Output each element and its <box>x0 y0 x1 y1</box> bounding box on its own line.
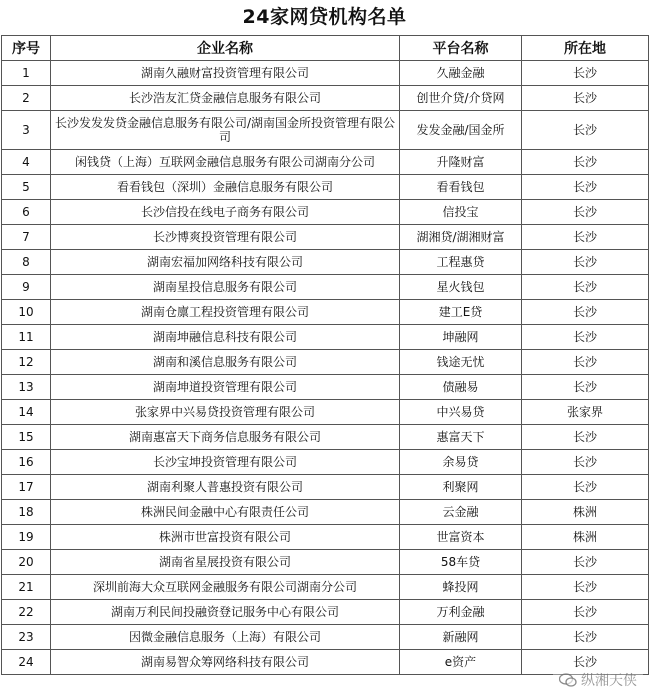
table-row <box>2 175 649 200</box>
table-row <box>2 275 649 300</box>
company-name: 张家界中兴易贷投资管理有限公司 <box>51 400 400 425</box>
table-row <box>2 525 649 550</box>
city-name: 长沙 <box>522 300 649 325</box>
city-name: 株洲 <box>522 500 649 525</box>
city-name: 张家界 <box>522 400 649 425</box>
table-row <box>2 650 649 675</box>
row-number: 6 <box>2 200 51 225</box>
city-name: 长沙 <box>522 325 649 350</box>
company-name: 株洲市世富投资有限公司 <box>51 525 400 550</box>
row-number: 2 <box>2 86 51 111</box>
platform-name: 发发金融/国金所 <box>400 111 522 150</box>
platform-name: 看看钱包 <box>400 175 522 200</box>
watermark <box>553 668 643 692</box>
table-row <box>2 600 649 625</box>
row-number: 19 <box>2 525 51 550</box>
platform-name: 星火钱包 <box>400 275 522 300</box>
platform-name: 世富资本 <box>400 525 522 550</box>
header-company: 企业名称 <box>51 36 400 61</box>
city-name: 长沙 <box>522 475 649 500</box>
city-name: 长沙 <box>522 450 649 475</box>
platform-name: 蜂投网 <box>400 575 522 600</box>
table-row <box>2 550 649 575</box>
company-name: 湖南省星展投资有限公司 <box>51 550 400 575</box>
table-row <box>2 86 649 111</box>
platform-name: 坤融网 <box>400 325 522 350</box>
row-number: 3 <box>2 111 51 150</box>
platform-name: 升隆财富 <box>400 150 522 175</box>
header-city: 所在地 <box>522 36 649 61</box>
table-row <box>2 111 649 150</box>
city-name: 长沙 <box>522 86 649 111</box>
company-name: 湖南万利民间投融资登记服务中心有限公司 <box>51 600 400 625</box>
company-name: 长沙宝坤投资管理有限公司 <box>51 450 400 475</box>
city-name: 长沙 <box>522 111 649 150</box>
company-name: 因微金融信息服务（上海）有限公司 <box>51 625 400 650</box>
wechat-bubble-icon <box>559 673 577 688</box>
table-row <box>2 61 649 86</box>
company-name: 深圳前海大众互联网金融服务有限公司湖南分公司 <box>51 575 400 600</box>
header-no: 序号 <box>2 36 51 61</box>
platform-name: 58车贷 <box>400 550 522 575</box>
platform-name: 惠富天下 <box>400 425 522 450</box>
company-name: 看看钱包（深圳）金融信息服务有限公司 <box>51 175 400 200</box>
city-name: 株洲 <box>522 525 649 550</box>
company-name: 湖南坤融信息科技有限公司 <box>51 325 400 350</box>
city-name: 长沙 <box>522 275 649 300</box>
row-number: 21 <box>2 575 51 600</box>
row-number: 15 <box>2 425 51 450</box>
city-name: 长沙 <box>522 225 649 250</box>
table-row <box>2 250 649 275</box>
company-name: 湖南利聚人普惠投资有限公司 <box>51 475 400 500</box>
watermark-text: 纵湘天侠 <box>581 673 637 689</box>
city-name: 长沙 <box>522 175 649 200</box>
platform-name: 信投宝 <box>400 200 522 225</box>
table-row <box>2 350 649 375</box>
platform-name: 中兴易贷 <box>400 400 522 425</box>
platform-name: 建工E贷 <box>400 300 522 325</box>
company-name: 长沙发发发贷金融信息服务有限公司/湖南国金所投资管理有限公司 <box>51 111 400 150</box>
table-row <box>2 400 649 425</box>
row-number: 22 <box>2 600 51 625</box>
row-number: 4 <box>2 150 51 175</box>
row-number: 17 <box>2 475 51 500</box>
table-row <box>2 450 649 475</box>
city-name: 长沙 <box>522 550 649 575</box>
platform-name: 钱途无忧 <box>400 350 522 375</box>
company-name: 湖南坤道投资管理有限公司 <box>51 375 400 400</box>
company-name: 闲钱贷（上海）互联网金融信息服务有限公司湖南分公司 <box>51 150 400 175</box>
table-row <box>2 300 649 325</box>
table-row <box>2 325 649 350</box>
row-number: 10 <box>2 300 51 325</box>
table-row <box>2 200 649 225</box>
company-name: 长沙信投在线电子商务有限公司 <box>51 200 400 225</box>
row-number: 13 <box>2 375 51 400</box>
company-name: 长沙浩友汇贷金融信息服务有限公司 <box>51 86 400 111</box>
company-name: 湖南惠富天下商务信息服务有限公司 <box>51 425 400 450</box>
platform-name: 云金融 <box>400 500 522 525</box>
platform-name: 债融易 <box>400 375 522 400</box>
city-name: 长沙 <box>522 650 649 675</box>
city-name: 长沙 <box>522 200 649 225</box>
row-number: 16 <box>2 450 51 475</box>
page-title: 24家网贷机构名单 <box>242 6 407 28</box>
city-name: 长沙 <box>522 150 649 175</box>
platform-name: e资产 <box>400 650 522 675</box>
platform-name: 久融金融 <box>400 61 522 86</box>
city-name: 长沙 <box>522 61 649 86</box>
row-number: 1 <box>2 61 51 86</box>
company-name: 湖南和溪信息服务有限公司 <box>51 350 400 375</box>
row-number: 9 <box>2 275 51 300</box>
company-name: 长沙博爽投资管理有限公司 <box>51 225 400 250</box>
city-name: 长沙 <box>522 425 649 450</box>
city-name: 长沙 <box>522 625 649 650</box>
table-row <box>2 425 649 450</box>
city-name: 长沙 <box>522 575 649 600</box>
company-name: 湖南宏福加网络科技有限公司 <box>51 250 400 275</box>
table-row <box>2 575 649 600</box>
company-name: 株洲民间金融中心有限责任公司 <box>51 500 400 525</box>
table-header-row <box>2 36 649 61</box>
platform-name: 余易贷 <box>400 450 522 475</box>
table-row <box>2 500 649 525</box>
platform-name: 工程惠贷 <box>400 250 522 275</box>
platform-name: 利聚网 <box>400 475 522 500</box>
city-name: 长沙 <box>522 375 649 400</box>
platform-name: 新融网 <box>400 625 522 650</box>
row-number: 7 <box>2 225 51 250</box>
row-number: 20 <box>2 550 51 575</box>
city-name: 长沙 <box>522 600 649 625</box>
row-number: 12 <box>2 350 51 375</box>
table-row <box>2 475 649 500</box>
row-number: 5 <box>2 175 51 200</box>
city-name: 长沙 <box>522 250 649 275</box>
company-name: 湖南仓廪工程投资管理有限公司 <box>51 300 400 325</box>
row-number: 24 <box>2 650 51 675</box>
table-row <box>2 625 649 650</box>
company-name: 湖南久融财富投资管理有限公司 <box>51 61 400 86</box>
table-row <box>2 225 649 250</box>
row-number: 23 <box>2 625 51 650</box>
company-name: 湖南星投信息服务有限公司 <box>51 275 400 300</box>
platform-name: 万利金融 <box>400 600 522 625</box>
row-number: 8 <box>2 250 51 275</box>
row-number: 18 <box>2 500 51 525</box>
company-name: 湖南易智众筹网络科技有限公司 <box>51 650 400 675</box>
platform-name: 湖湘贷/湖湘财富 <box>400 225 522 250</box>
table-row <box>2 375 649 400</box>
city-name: 长沙 <box>522 350 649 375</box>
header-platform: 平台名称 <box>400 36 522 61</box>
row-number: 14 <box>2 400 51 425</box>
row-number: 11 <box>2 325 51 350</box>
institution-table <box>1 35 649 675</box>
platform-name: 创世介贷/介贷网 <box>400 86 522 111</box>
table-row <box>2 150 649 175</box>
